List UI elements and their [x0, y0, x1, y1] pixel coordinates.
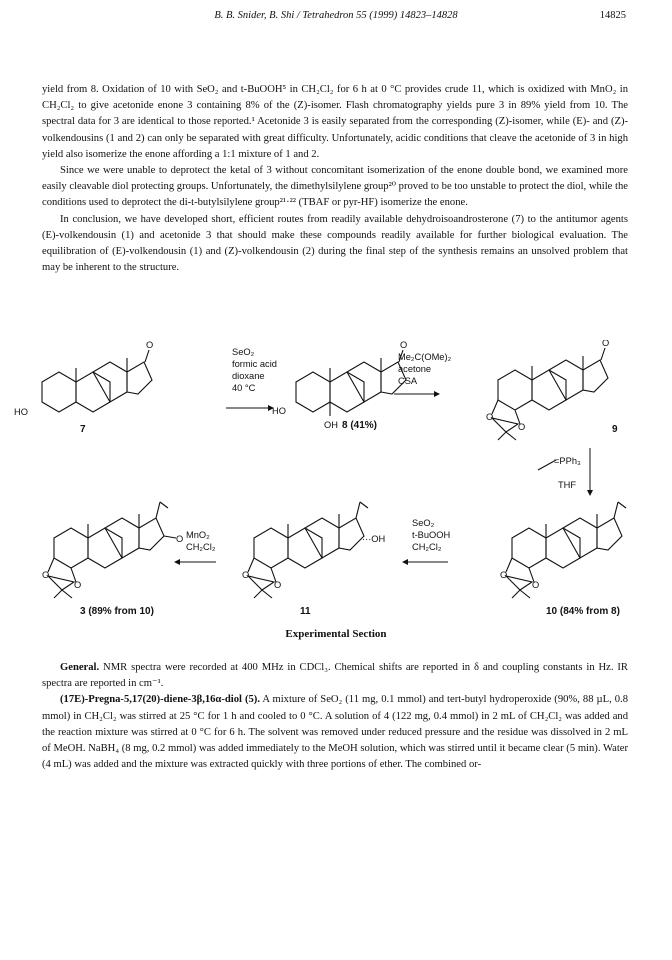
step2-reagent-1: Me₂C(OMe)₂: [398, 352, 452, 362]
step5-reagent-2: CH₂Cl₂: [186, 542, 216, 552]
compound-3-label: 3 (89% from 10): [80, 606, 154, 617]
experimental-text: [42, 660, 628, 773]
ho-label-7: HO: [14, 407, 28, 417]
compound-9-label: 9: [612, 424, 618, 435]
acetonide-o-3b: O: [74, 580, 82, 590]
discussion-text: [42, 82, 628, 276]
synthesis-scheme: [0, 340, 672, 630]
compound5-paragraph: [42, 692, 628, 773]
step4-reagent-3: CH₂Cl₂: [412, 542, 442, 552]
acetonide-o-11b: O: [274, 580, 282, 590]
step4-reagent-1: SeO₂: [412, 518, 435, 528]
page-number: 14825: [599, 10, 626, 21]
acetonide-o-10a: O: [500, 570, 508, 580]
step3-arrow: [587, 448, 593, 496]
step3-reagent-1: =PPh₃: [554, 456, 581, 466]
step5-reagent-1: MnO₂: [186, 530, 210, 540]
experimental-heading: Experimental Section: [285, 628, 387, 640]
step5-arrow: [174, 559, 216, 565]
general-lead: General.: [60, 662, 100, 673]
step1-reagent-2: formic acid: [232, 359, 277, 369]
general-paragraph: [42, 660, 628, 692]
paragraph-protecting-groups: Since we were unable to deprotect the ketal of 3 without concomitant isomerization of the enone double bond, we examined more easily cleavable diol protecting groups. Unfortunately, the dimethylsilylene group²⁰ proved to be too unstable to protect the diol, while the conditions used to deprotect the di-t-butylsilylene group²¹·²² (TBAF or pyr-HF) isomerize the enone.: [42, 165, 628, 209]
compound-10-label: 10 (84% from 8): [546, 606, 620, 617]
carbonyl-o-9: O: [602, 340, 610, 348]
compound-11-structure: [242, 502, 385, 598]
step1-reagent-1: SeO₂: [232, 347, 255, 357]
step2-arrow: [394, 391, 440, 397]
step1-arrow: [226, 405, 274, 411]
scheme-drawing: [0, 340, 672, 630]
ho-label-8: HO: [272, 406, 286, 416]
step1-reagent-4: 40 °C: [232, 383, 256, 393]
oh-label-8: OH: [324, 420, 338, 430]
step1-reagent-3: dioxane: [232, 371, 265, 381]
acetonide-o-10b: O: [532, 580, 540, 590]
general-text: NMR spectra were recorded at 400 MHz in CDCl₃. Chemical shifts are reported in δ and coupling constants in Hz. IR spectra are reported in cm⁻¹.: [42, 662, 628, 690]
compound5-lead: (17E)-Pregna-5,17(20)-diene-3β,16α-diol (5).: [60, 694, 260, 706]
compound5-text: A mixture of SeO₂ (11 mg, 0.1 mmol) and tert-butyl hydroperoxide (90%, 88 µL, 0.8 mmol) in CH₂Cl₂ was stirred at 25 °C for 1 h and cooled to 0 °C. A solution of 4 (122 mg, 0.4 mmol) in 2 mL of CH₂Cl₂ was added and the reaction mixture was stirred at 0 °C for 6 h. The solvent was removed under reduced pressure and the residue was dissolved in 2 mL of MeOH. NaBH₄ (8 mg, 0.2 mmol) was added immediately to the MeOH solution, which was stirred until it became clear (5 min). Water (4 mL) was added and the mixture was extracted quickly with three portions of ether. The combined or-: [42, 694, 628, 771]
compound-7-label: 7: [80, 424, 86, 435]
paragraph-conclusion: In conclusion, we have developed short, efficient routes from readily available dehydroisoandrosterone (7) to the antitumor agents (E)-volkendousin (1) and acetonide 3 that should make these compounds readily available for further biological evaluation. The equilibration of (E)-volkendousin (1) and (Z)-volkendousin (2) during the final step of the synthesis remains an unsolved problem that may be inherent to the structure.: [42, 213, 628, 274]
compound-10-structure: [500, 502, 626, 598]
acetonide-o-9a: O: [486, 412, 494, 422]
compound-9-structure: [486, 340, 609, 440]
carbonyl-o-8: O: [400, 340, 408, 350]
step2-reagent-2: acetone: [398, 364, 432, 374]
oh-alpha-label-11: ···OH: [362, 534, 386, 544]
compound-11-label: 11: [300, 606, 311, 617]
compound-3-structure: [42, 502, 183, 598]
step4-reagent-2: t-BuOOH: [412, 530, 451, 540]
acetonide-o-3a: O: [42, 570, 50, 580]
compound-7-structure: [14, 340, 153, 417]
acetonide-o-11a: O: [242, 570, 250, 580]
carbonyl-o-3: O: [176, 534, 184, 544]
acetonide-o-9b: O: [518, 422, 526, 432]
compound-8-structure: [272, 340, 407, 430]
running-header: [0, 10, 672, 26]
running-title: B. B. Snider, B. Shi / Tetrahedron 55 (1999) 14823–14828: [214, 10, 458, 21]
paragraph-oxidation: yield from 8. Oxidation of 10 with SeO₂ and t-BuOOH⁵ in CH₂Cl₂ for 6 h at 0 °C provides crude 11, which is oxidized with MnO₂ in CH₂Cl₂ to give acetonide enone 3 containing 8% of the (Z)-isomer. Flash chromatography yields pure 3 in 89% yield from 10. The spectral data for 3 are identical to those reported.¹ Acetonide 3 is easily separated from the corresponding (Z)-isomer, while (E)- and (Z)-volkendousins (1 and 2) can only be separated with great difficulty. Unfortunately, acidic conditions that cleave the acetonide of 3 in high yield also isomerize the enone affording a 1:1 mixture of 1 and 2.: [42, 84, 628, 160]
step2-reagent-3: CSA: [398, 376, 418, 386]
step4-arrow: [402, 559, 448, 565]
step3-reagent-2: THF: [558, 480, 577, 490]
carbonyl-o-7: O: [146, 340, 154, 350]
compound-8-label: 8 (41%): [342, 420, 378, 431]
